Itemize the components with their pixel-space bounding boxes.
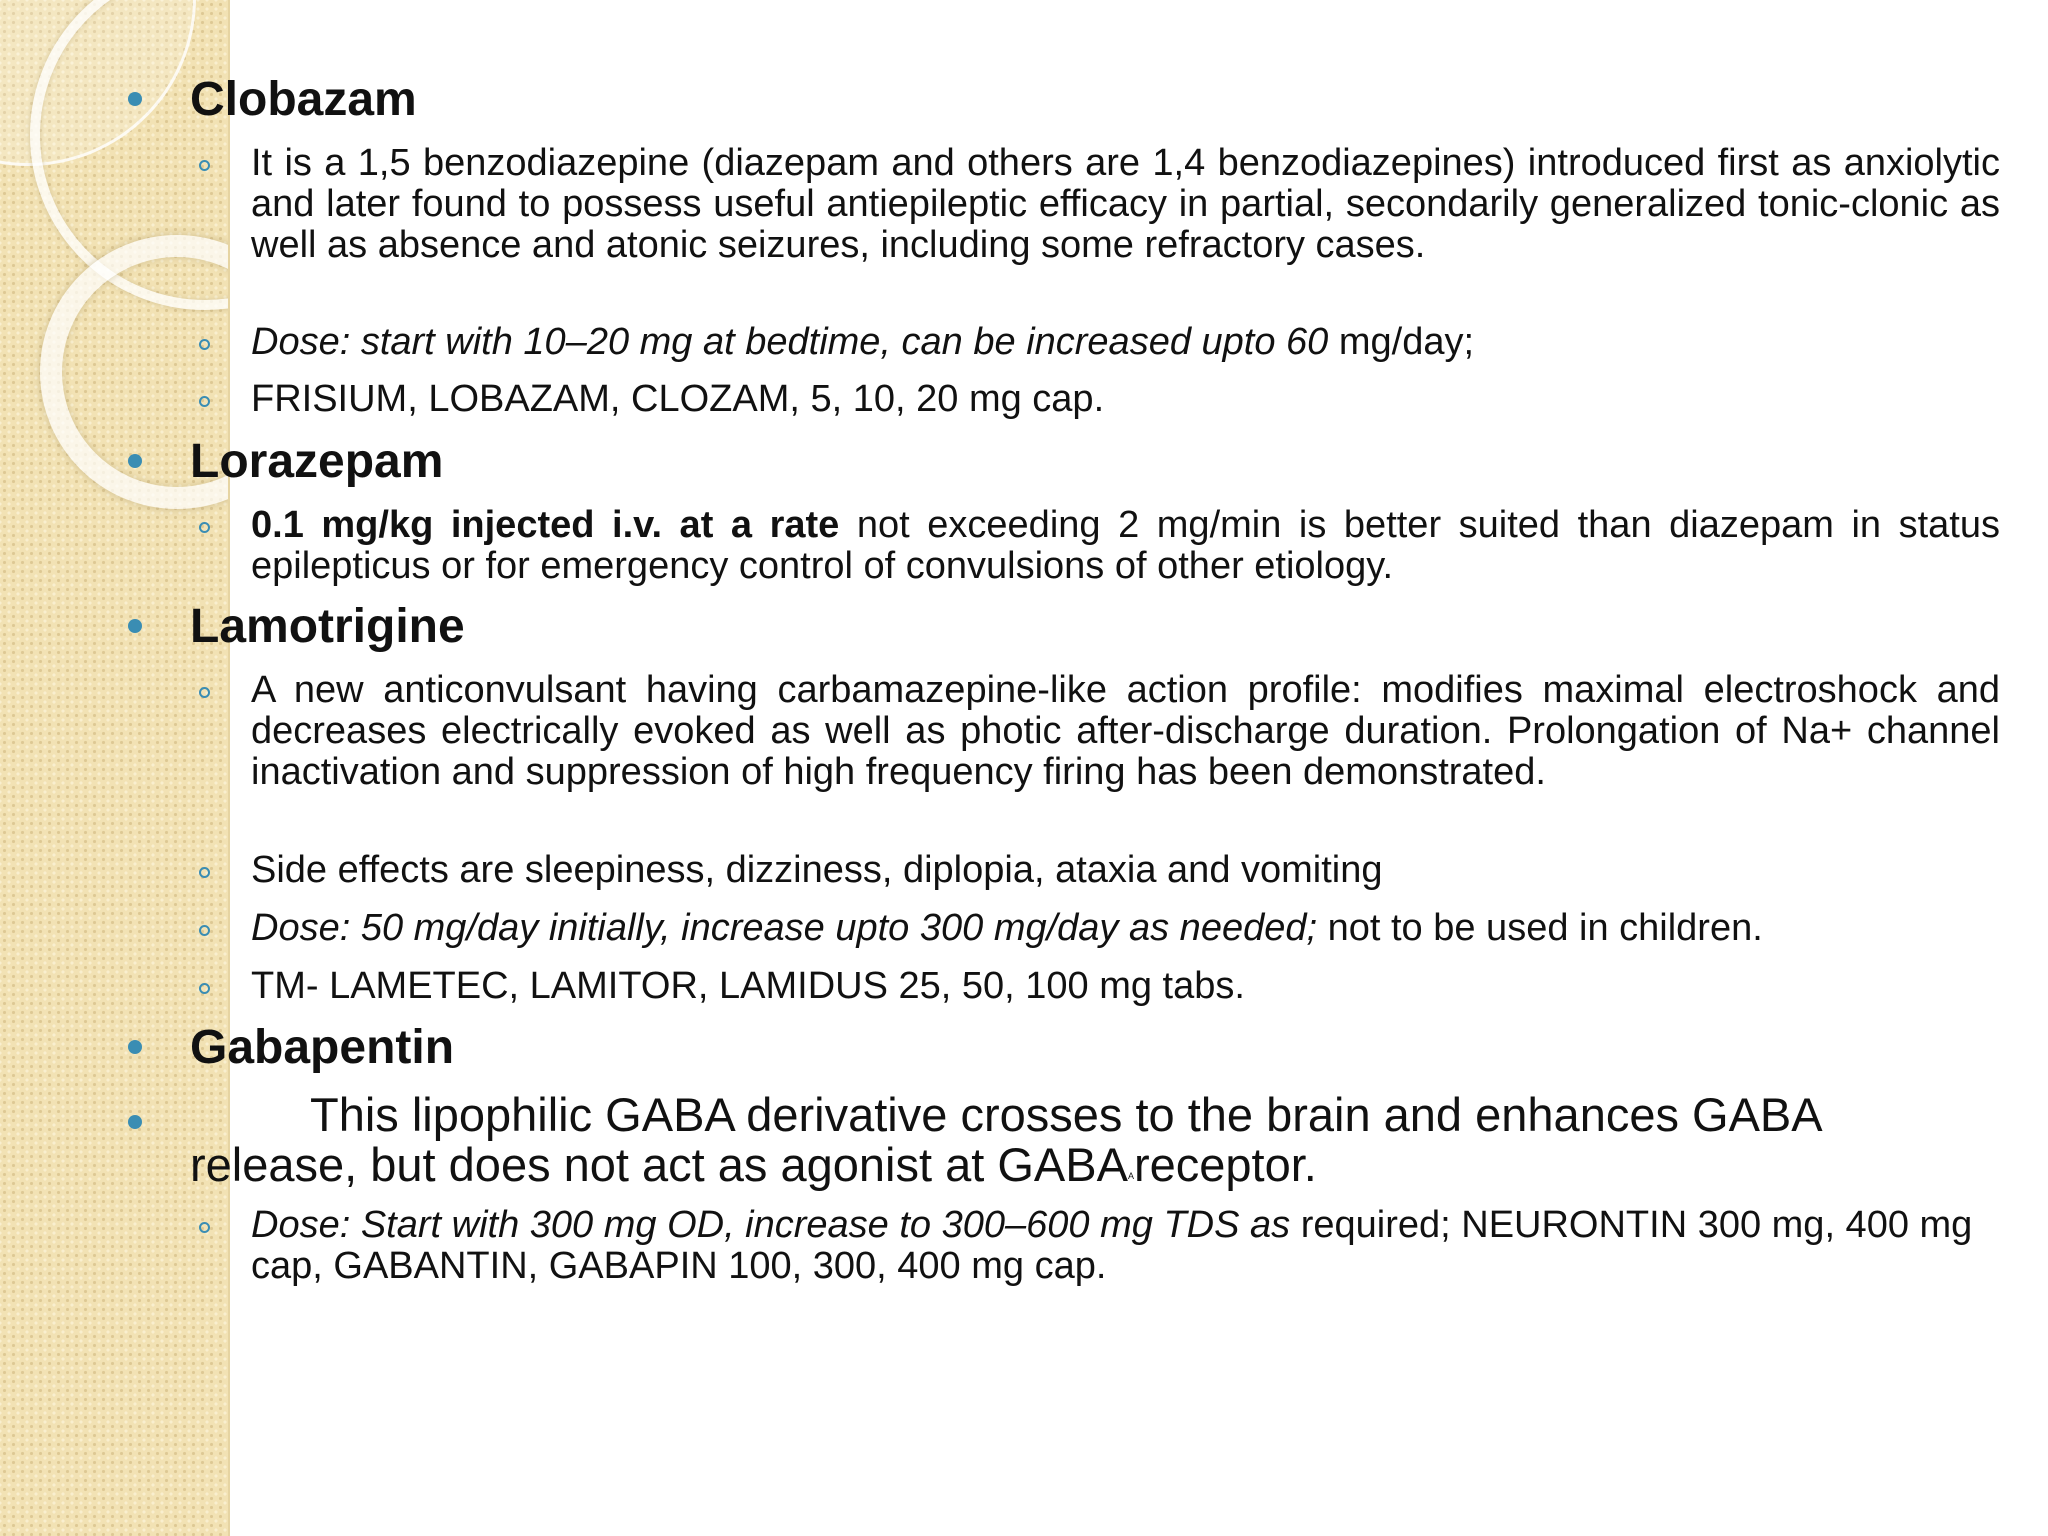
subitem-clobazam-brands: FRISIUM, LOBAZAM, CLOZAM, 5, 10, 20 mg cap. [251, 379, 2000, 420]
bullet-heading-clobazam [190, 72, 1990, 128]
sub-bullet-circle-icon [199, 522, 210, 533]
heading-text: Lamotrigine [190, 600, 465, 653]
sub-bullet-circle-icon [199, 983, 210, 994]
subitem-lorazepam-dose: 0.1 mg/kg injected i.v. at a rate not exceeding 2 mg/min is better suited than diazepam in status epilepticus or for emergency control of convulsions of other etiology. [251, 505, 2000, 587]
sub-bullet-circle-icon [199, 160, 210, 171]
sub-bullet-circle-icon [199, 1222, 210, 1233]
bullet-heading-gabapentin [190, 1020, 1990, 1076]
heading-text: Lorazepam [190, 435, 444, 488]
sub-bullet-circle-icon [199, 339, 210, 350]
heading-text: Gabapentin [190, 1021, 455, 1074]
subitem-gabapentin-dose: Dose: Start with 300 mg OD, increase to 300–600 mg TDS as required; NEURONTIN 300 mg, 400 mg cap, GABANTIN, GABAPIN 100, 300, 400 mg cap. [251, 1205, 2000, 1287]
subitem-lamotrigine-dose: Dose: 50 mg/day initially, increase upto 300 mg/day as needed; not to be used in children. [251, 908, 2000, 949]
sub-bullet-circle-icon [199, 867, 210, 878]
subitem-lamotrigine-brands: TM- LAMETEC, LAMITOR, LAMIDUS 25, 50, 100 mg tabs. [251, 966, 2000, 1007]
sub-bullet-circle-icon [199, 925, 210, 936]
bullet-dot-icon [128, 92, 142, 106]
subitem-clobazam-dose: Dose: start with 10–20 mg at bedtime, can be increased upto 60 mg/day; [251, 322, 2000, 363]
bullet-heading-lorazepam [190, 434, 1990, 490]
sub-bullet-circle-icon [199, 687, 210, 698]
bullet-dot-icon [128, 619, 142, 633]
subitem-lamotrigine-description: A new anticonvulsant having carbamazepine-like action profile: modifies maximal electroshock and decreases electrically evoked as well as photic after-discharge duration. Prolongation of Na+ channel inactivation and suppression of high frequency firing has been demonstrated. [251, 670, 2000, 793]
bullet-dot-icon [128, 1115, 142, 1129]
bullet-dot-icon [128, 454, 142, 468]
subitem-lamotrigine-side-effects: Side effects are sleepiness, dizziness, diplopia, ataxia and vomiting [251, 850, 2000, 891]
bullet-dot-icon [128, 1040, 142, 1054]
sub-bullet-circle-icon [199, 396, 210, 407]
bullet-gabapentin-description: This lipophilic GABA derivative crosses to the brain and enhances GABA release, but does not act as agonist at $GABA^Areceptor$. [190, 1090, 1990, 1201]
bullet-heading-lamotrigine [190, 599, 1990, 655]
subitem-clobazam-description: It is a 1,5 benzodiazepine (diazepam and others are 1,4 benzodiazepines) introduced first as anxiolytic and later found to possess useful antiepileptic efficacy in partial, secondarily generalized tonic-clonic as well as absence and atonic seizures, including some refractory cases. [251, 143, 2000, 266]
heading-text: Clobazam [190, 73, 417, 126]
